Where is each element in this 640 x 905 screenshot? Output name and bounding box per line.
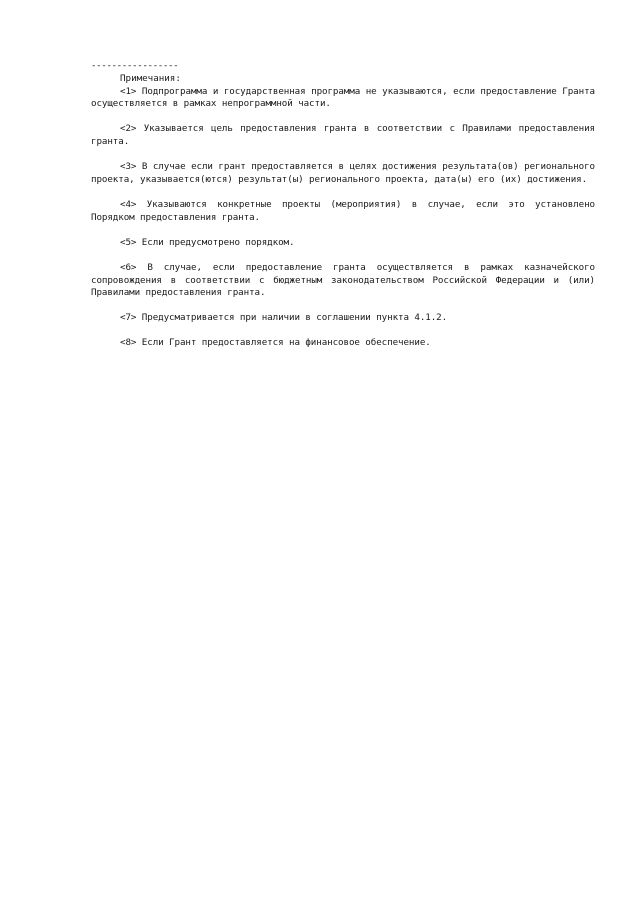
note-3: <3> В случае если грант предоставляется в целях достижения результата(ов) регионального проекта, указывается(ются) результат(ы) регионального проекта, дата(ы) его (их) достижения. [91,161,595,185]
note-7: <7> Предусматривается при наличии в соглашении пункта 4.1.2. [120,312,448,324]
footnotes-section [91,60,595,363]
note-8: <8> Если Грант предоставляется на финансовое обеспечение. [120,337,431,349]
notes-heading: Примечания: [120,73,181,84]
footnote-separator: ----------------- [91,60,179,71]
note-4: <4> Указываются конкретные проекты (мероприятия) в случае, если это установлено Порядком предоставления гранта. [91,198,595,223]
note-2: <2> Указывается цель предоставления гранта в соответствии с Правилами предоставления гранта. [91,123,595,147]
note-5: <5> Если предусмотрено порядком. [120,236,295,248]
note-6: <6> В случае, если предоставление гранта осуществляется в рамках казначейского сопровождения в соответствии с бюджетным законодательством Российской Федерации и (или) Правилами предоставления гранта. [91,261,595,299]
note-1: <1> Подпрограмма и государственная программа не указываются, если предоставление Гранта осуществляется в рамках непрограммной части. [91,85,595,110]
